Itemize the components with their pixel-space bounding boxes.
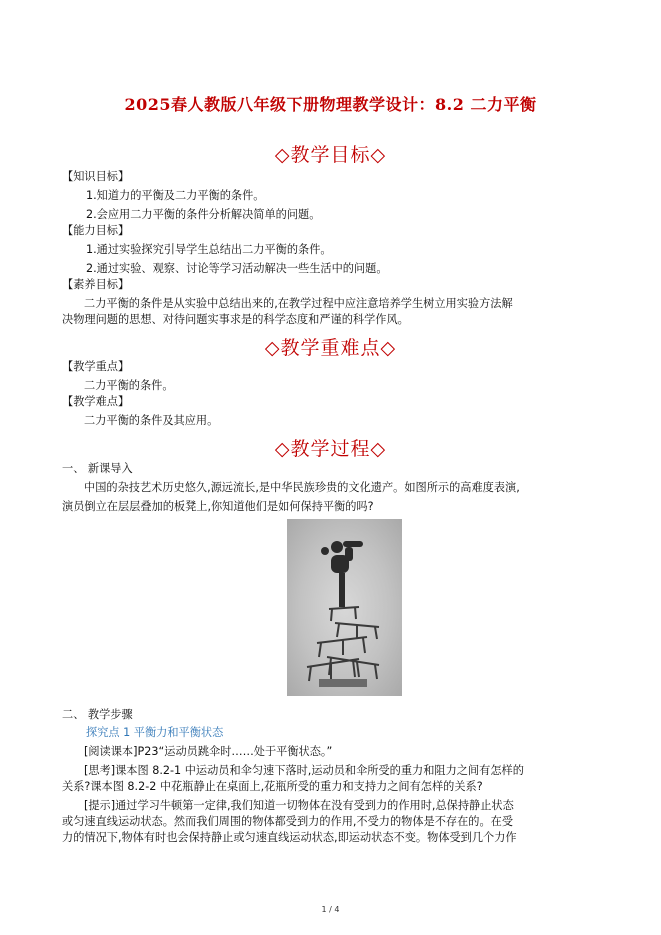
objectives-heading: ◇教学目标◇ xyxy=(274,144,387,166)
knowledge-label: 【知识目标】 xyxy=(62,170,130,183)
key-point-text: 二力平衡的条件。 xyxy=(84,379,174,392)
steps-label: 二、 教学步骤 xyxy=(62,708,133,721)
explore-point-1: 探究点 1 平衡力和平衡状态 xyxy=(86,726,224,739)
hint-line3: 力的情况下,物体有时也会保持静止或匀速直线运动状态,即运动状态不变。物体受到几个力作 xyxy=(62,831,517,844)
ability-label: 【能力目标】 xyxy=(62,224,130,237)
literacy-label: 【素养目标】 xyxy=(62,278,130,291)
intro-text-line2: 演员倒立在层层叠加的板凳上,你知道他们是如何保持平衡的吗? xyxy=(62,500,374,513)
read-textbook: [阅读课本]P23“运动员跳伞时……处于平衡状态。” xyxy=(84,745,333,758)
knowledge-item-1: 1.知道力的平衡及二力平衡的条件。 xyxy=(86,189,265,202)
key-point-label: 【教学重点】 xyxy=(62,360,130,373)
difficult-point-text: 二力平衡的条件及其应用。 xyxy=(84,414,219,427)
intro-label: 一、 新课导入 xyxy=(62,462,133,475)
keypoints-heading: ◇教学重难点◇ xyxy=(264,337,397,359)
ability-item-2: 2.通过实验、观察、讨论等学习活动解决一些生活中的问题。 xyxy=(86,262,388,275)
knowledge-item-2: 2.会应用二力平衡的条件分析解决简单的问题。 xyxy=(86,208,321,221)
think-line2: 关系?课本图 8.2-2 中花瓶静止在桌面上,花瓶所受的重力和支持力之间有怎样的关系? xyxy=(62,780,483,793)
ability-item-1: 1.通过实验探究引导学生总结出二力平衡的条件。 xyxy=(86,243,332,256)
hint-line2: 或匀速直线运动状态。然而我们周围的物体都受到力的作用,不受力的物体是不存在的。在受 xyxy=(62,815,514,828)
literacy-text-line1: 二力平衡的条件是从实验中总结出来的,在教学过程中应注意培养学生树立用实验方法解 xyxy=(84,297,513,310)
process-heading: ◇教学过程◇ xyxy=(274,438,387,460)
acrobat-photo xyxy=(287,519,402,696)
literacy-text-line2: 决物理问题的思想、对待问题实事求是的科学态度和严谨的科学作风。 xyxy=(62,313,409,326)
think-line1: [思考]课本图 8.2-1 中运动员和伞匀速下落时,运动员和伞所受的重力和阻力之间有怎样的 xyxy=(84,764,524,777)
document-title: 2025春人教版八年级下册物理教学设计：8.2 二力平衡 xyxy=(124,95,537,114)
acrobat-photo-icon xyxy=(287,519,402,696)
difficult-point-label: 【教学难点】 xyxy=(62,395,130,408)
page-number: 1 / 4 xyxy=(321,905,340,914)
hint-line1: [提示]通过学习牛顿第一定律,我们知道一切物体在没有受到力的作用时,总保持静止状态 xyxy=(84,799,514,812)
intro-text-line1: 中国的杂技艺术历史悠久,源远流长,是中华民族珍贵的文化遗产。如图所示的高难度表演, xyxy=(84,481,520,494)
